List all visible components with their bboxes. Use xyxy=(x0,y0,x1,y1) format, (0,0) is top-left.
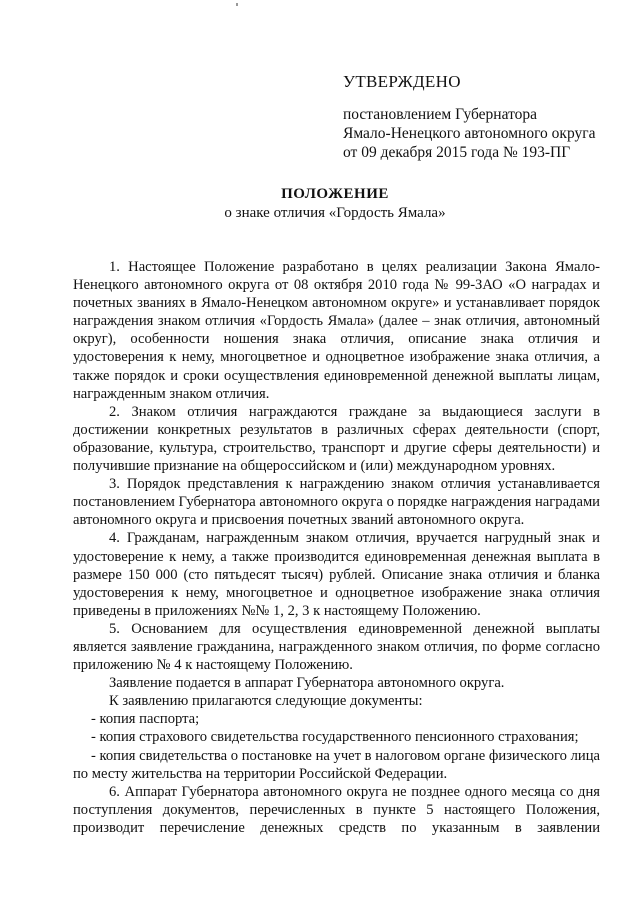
document-body xyxy=(73,258,600,837)
scan-speck xyxy=(236,3,238,6)
document-item-insurance: - копия страхового свидетельства государственного пенсионного страхования; xyxy=(91,729,579,746)
document-title: ПОЛОЖЕНИЕ xyxy=(281,186,389,202)
approval-line-1: постановлением Губернатора xyxy=(343,106,538,123)
document-item-tax: - копия свидетельства о постановке на учет в налоговом органе физического лица по месту жительства на территории Российской Федерации. xyxy=(73,747,600,782)
document-heading xyxy=(0,185,640,223)
approval-line-2: Ямало-Ненецкого автономного округа xyxy=(343,125,596,142)
paragraph-1: 1. Настоящее Положение разработано в целях реализации Закона Ямало-Ненецкого автономного округа от 08 октября 2010 года № 99-ЗАО «О наградах и почетных званиях в Ямало-Ненецком автономном округе» и устанавливает порядок награждения знаком отличия «Гордость Ямала» (далее – знак отличия, автономный округ), особенности ношения знака отличия, описание знака отличия и удостоверения к нему, многоцветное и одноцветное изображение знака отличия, а также порядок и сроки осуществления единовременной денежной выплаты лицам, награжденным знаком отличия. xyxy=(73,259,600,402)
paragraph-6: 6. Аппарат Губернатора автономного округа не позднее одного месяца со дня поступления документов, перечисленных в пункте 5 настоящего Положения, производит перечисление денежных средств по указанным в заявлении xyxy=(73,783,600,836)
paragraph-4: 4. Гражданам, награжденным знаком отличия, вручается нагрудный знак и удостоверение к нему, а также производится единовременная денежная выплата в размере 150 000 (сто пятьдесят тысяч) рублей. Описание знака отличия и бланка удостоверения к нему, многоцветное и одноцветное изображение знака отличия приведены в приложениях №№ 1, 2, 3 к настоящему Положению. xyxy=(73,530,600,619)
document-item-passport: - копия паспорта; xyxy=(91,711,200,728)
approval-title: УТВЕРЖДЕНО xyxy=(343,72,461,91)
approval-line-3: от 09 декабря 2015 года № 193-ПГ xyxy=(343,144,571,161)
document-subtitle: о знаке отличия «Гордость Ямала» xyxy=(224,205,446,221)
paragraph-5-application: Заявление подается в аппарат Губернатора автономного округа. xyxy=(109,675,505,692)
paragraph-5: 5. Основанием для осуществления единовременной денежной выплаты является заявление гражданина, награжденного знаком отличия, по форме согласно приложению № 4 к настоящему Положению. xyxy=(73,620,600,674)
approval-block xyxy=(343,72,623,162)
paragraph-2: 2. Знаком отличия награждаются граждане за выдающиеся заслуги в достижении конкретных результатов в различных сферах деятельности (спорт, образование, культура, строительство, транспорт и другие сферы деятельности) и получившие признание на общероссийском и (или) международном уровнях. xyxy=(73,403,600,475)
paragraph-3: 3. Порядок представления к награждению знаком отличия устанавливается постановлением Губернатора автономного округа о порядке награждения наградами автономного округа и присвоения почетных званий автономного округа. xyxy=(73,476,600,529)
paragraph-5-documents: К заявлению прилагаются следующие документы: xyxy=(109,693,423,710)
